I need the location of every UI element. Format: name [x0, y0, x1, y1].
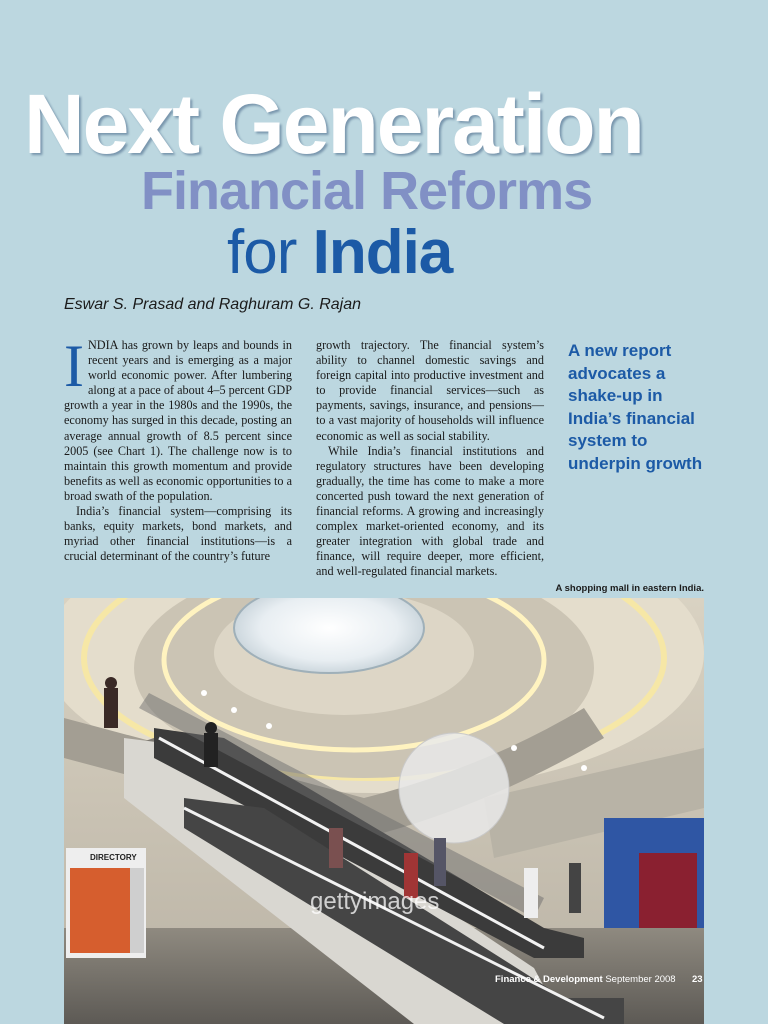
- mall-photo: [64, 598, 704, 1024]
- photo-caption: A shopping mall in eastern India.: [555, 583, 704, 594]
- authors-byline: Eswar S. Prasad and Raghuram G. Rajan: [64, 296, 362, 313]
- title-line-2: Financial Reforms: [141, 161, 593, 221]
- getty-watermark: gettyimages: [310, 888, 440, 915]
- directory-sign-text: DIRECTORY: [90, 853, 137, 862]
- body-column-2: [316, 338, 544, 580]
- body-paragraph: NDIA has grown by leaps and bounds in recent years and is emerging as a major world economic power. After lumbering along at a pace of about 4–5 percent GDP growth a year in the 1980s and the 1990s, the economy has surged in this decade, posting an average annual growth of 8.5 percent since 2005 (see Chart 1). The challenge now is to maintain this growth momentum and provide benefits as well as economic opportunities to a broad swath of the population.: [64, 338, 292, 503]
- drop-cap: I: [64, 333, 84, 399]
- page-footer: [495, 974, 676, 985]
- body-paragraph: India’s financial system—comprising its banks, equity markets, bond markets, and myriad other financial institutions—is a crucial determinant of the country’s future: [64, 504, 292, 564]
- title-line-3-prefix: for: [227, 218, 313, 287]
- title-line-3-bold: India: [312, 218, 453, 287]
- body-column-1: [64, 333, 292, 564]
- pull-quote: A new report advocates a shake-up in India’s financial system to underpin growth: [568, 341, 703, 473]
- title-line-3: [227, 218, 453, 287]
- publication-name: Finance & Development: [495, 974, 603, 985]
- body-paragraph: growth trajectory. The financial system’s ability to channel domestic savings and foreign capital into productive investment and to provide financial services—such as payments, savings, insurance, and pensions—to a vast majority of households will influence economic as well as social stability.: [316, 338, 544, 443]
- page-number: 23: [692, 974, 703, 985]
- title-line-1: Next Generation: [24, 77, 643, 171]
- body-paragraph: While India’s financial institutions and regulatory structures have been developing gradually, the time has come to make a more concerted push toward the next generation of financial reforms. A growing and increasingly complex market-oriented economy, and its greater integration with global trade and finance, will require deeper, more efficient, and well-regulated financial markets.: [316, 443, 544, 579]
- issue-date: September 2008: [602, 974, 676, 985]
